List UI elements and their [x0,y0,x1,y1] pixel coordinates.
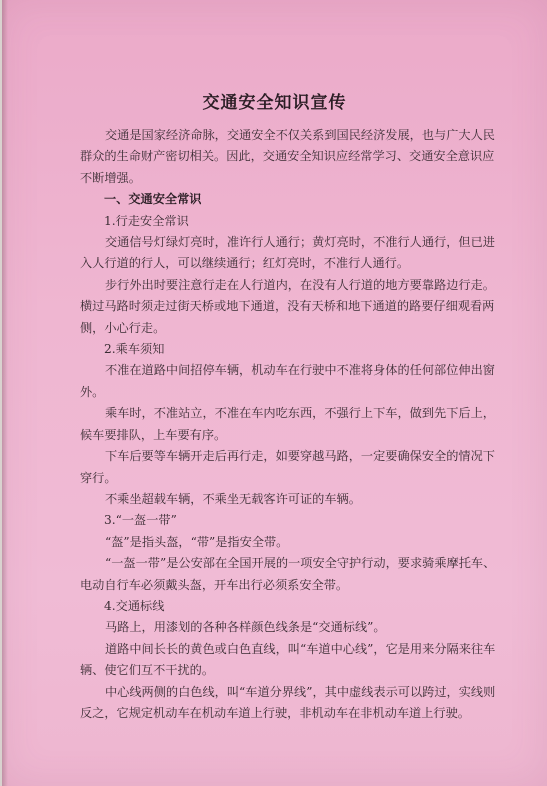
subsection-3-heading: 3.“一盔一带” [104,513,177,528]
section-1-heading: 一、交通安全常识 [104,192,202,207]
subsection-4-paragraph-3: 中心线两侧的白色线，叫“车道分界线”，其中虚线表示可以跨过，实线则反之，它规定机动车在机动车道上行驶，非机动车在非机动车道上行驶。 [80,684,496,720]
document-title: 交通安全知识宣传 [202,93,347,113]
subsection-4-paragraph-2: 道路中间长长的黄色或白色直线，叫“车道中心线”，它是用来分隔来往车辆、使它们互不干扰的。 [80,641,496,678]
subsection-2-paragraph-4: 不乘坐超载车辆，不乘坐无载客许可证的车辆。 [105,491,361,506]
document-body [80,125,502,724]
subsection-2-heading: 2.乘车须知 [104,342,165,357]
subsection-1-heading: 1.行走安全常识 [104,213,189,228]
subsection-3-paragraph-1: “盔”是指头盔，“带”是指安全带。 [105,534,289,549]
subsection-4-paragraph-1: 马路上，用漆划的各种各样颜色线条是“交通标线”。 [105,620,386,635]
paper-edge-shadow [2,0,8,786]
pink-leaflet-sheet [2,0,547,786]
subsection-2-paragraph-2: 乘车时，不准站立，不准在车内吃东西，不强行上下车，做到先下后上，候车要排队，上车要有序。 [80,406,495,442]
intro-paragraph: 交通是国家经济命脉，交通安全不仅关系到国民经济发展，也与广大人民群众的生命财产密切相关。因此，交通安全知识应经常学习、交通安全意识应不断增强。 [80,128,495,185]
subsection-2-paragraph-3: 下车后要等车辆开走后再行走，如要穿越马路，一定要确保安全的情况下穿行。 [80,449,495,485]
subsection-2-paragraph-1: 不准在道路中间招停车辆，机动车在行驶中不准将身体的任何部位伸出窗外。 [80,363,495,399]
subsection-4-heading: 4.交通标线 [104,598,165,613]
subsection-1-paragraph-2: 步行外出时要注意行走在人行道内，在没有人行道的地方要靠路边行走。横过马路时须走过街天桥或地下通道，没有天桥和地下通道的路要仔细观看两侧，小心行走。 [80,277,495,335]
subsection-1-paragraph-1: 交通信号灯绿灯亮时，准许行人通行；黄灯亮时，不准行人通行，但已进入人行道的行人，可以继续通行；红灯亮时，不准行人通行。 [80,235,495,271]
subsection-3-paragraph-2: “一盔一带”是公安部在全国开展的一项安全守护行动，要求骑乘摩托车、电动自行车必须戴头盔，开车出行必须系安全带。 [80,556,496,592]
